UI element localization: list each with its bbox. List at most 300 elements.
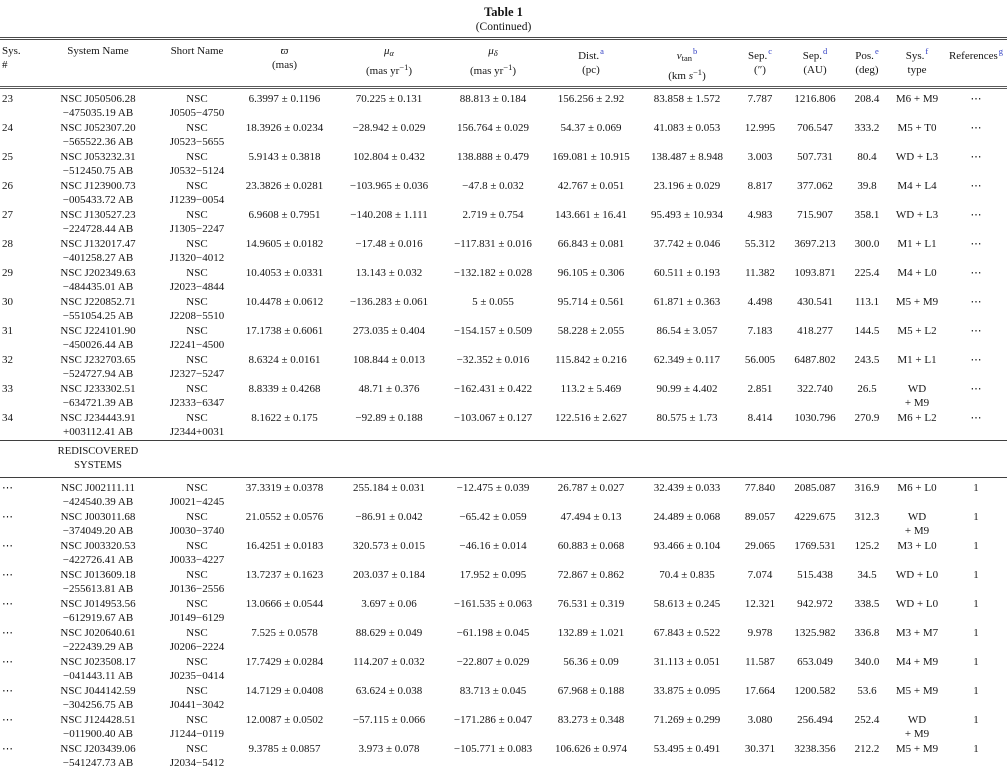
pm-dec-cell: −65.42 ± 0.059 xyxy=(443,510,543,539)
table-row xyxy=(0,295,1007,324)
sys-type-cell: M6 + L2 xyxy=(889,411,945,441)
table-row xyxy=(0,478,1007,511)
parallax-cell: 8.8339 ± 0.4268 xyxy=(234,382,335,411)
section-label-filler xyxy=(160,441,1007,478)
table-row xyxy=(0,510,1007,539)
pm-ra-cell: 88.629 ± 0.049 xyxy=(335,626,443,655)
pos-angle-cell: 270.9 xyxy=(845,411,889,441)
table-row xyxy=(0,684,1007,713)
sys-type-cell: M3 + M7 xyxy=(889,626,945,655)
sys-num-cell: ⋯ xyxy=(0,478,36,511)
pm-dec-cell: −22.807 ± 0.029 xyxy=(443,655,543,684)
distance-cell: 54.37 ± 0.069 xyxy=(543,121,639,150)
sys-type-cell: M5 + M9 xyxy=(889,684,945,713)
short-name-cell: NSC J2208−5510 xyxy=(160,295,234,324)
pos-angle-cell: 316.9 xyxy=(845,478,889,511)
references-cell: 1 xyxy=(945,626,1007,655)
col-header-distance: Dist.$^a$ (pc) xyxy=(543,40,639,88)
short-name-cell: NSC J0532−5124 xyxy=(160,150,234,179)
system-name-cell: NSC J202349.63 −484435.01 AB xyxy=(36,266,160,295)
table-row xyxy=(0,597,1007,626)
distance-cell: 96.105 ± 0.306 xyxy=(543,266,639,295)
references-cell: ⋯ xyxy=(945,411,1007,441)
sep-arcsec-cell: 3.003 xyxy=(735,150,785,179)
table-row xyxy=(0,568,1007,597)
references-cell: ⋯ xyxy=(945,88,1007,122)
distance-cell: 56.36 ± 0.09 xyxy=(543,655,639,684)
references-cell: 1 xyxy=(945,684,1007,713)
sep-au-cell: 6487.802 xyxy=(785,353,845,382)
sep-arcsec-cell: 89.057 xyxy=(735,510,785,539)
sys-type-cell: M5 + M9 xyxy=(889,742,945,771)
sys-num-cell: 34 xyxy=(0,411,36,441)
pos-angle-cell: 144.5 xyxy=(845,324,889,353)
sys-type-cell: M1 + L1 xyxy=(889,353,945,382)
short-name-cell: NSC J0149−6129 xyxy=(160,597,234,626)
sep-arcsec-cell: 8.817 xyxy=(735,179,785,208)
section-divider xyxy=(0,441,1007,478)
col-header-vtan: vtan$^b$ (km $s^{-1}$) xyxy=(639,40,735,88)
pm-dec-cell: −61.198 ± 0.045 xyxy=(443,626,543,655)
sep-arcsec-cell: 56.005 xyxy=(735,353,785,382)
pm-ra-cell: 3.973 ± 0.078 xyxy=(335,742,443,771)
sys-num-cell: 29 xyxy=(0,266,36,295)
pos-angle-cell: 225.4 xyxy=(845,266,889,295)
parallax-cell: 16.4251 ± 0.0183 xyxy=(234,539,335,568)
vtan-cell: 90.99 ± 4.402 xyxy=(639,382,735,411)
references-cell: 1 xyxy=(945,713,1007,742)
sys-type-cell: M5 + M9 xyxy=(889,295,945,324)
distance-cell: 26.787 ± 0.027 xyxy=(543,478,639,511)
footnote-mark-g: g xyxy=(999,46,1003,56)
pm-dec-cell: −154.157 ± 0.509 xyxy=(443,324,543,353)
sys-num-cell: 33 xyxy=(0,382,36,411)
pm-dec-cell: 5 ± 0.055 xyxy=(443,295,543,324)
vtan-cell: 24.489 ± 0.068 xyxy=(639,510,735,539)
distance-cell: 58.228 ± 2.055 xyxy=(543,324,639,353)
pm-ra-cell: −140.208 ± 1.111 xyxy=(335,208,443,237)
data-table xyxy=(0,40,1007,771)
references-cell: ⋯ xyxy=(945,382,1007,411)
references-cell: ⋯ xyxy=(945,208,1007,237)
references-cell: ⋯ xyxy=(945,237,1007,266)
sep-arcsec-cell: 77.840 xyxy=(735,478,785,511)
pos-angle-cell: 39.8 xyxy=(845,179,889,208)
pm-ra-cell: −28.942 ± 0.029 xyxy=(335,121,443,150)
table-row xyxy=(0,237,1007,266)
pos-angle-cell: 80.4 xyxy=(845,150,889,179)
system-name-cell: NSC J053232.31 −512450.75 AB xyxy=(36,150,160,179)
sys-num-cell: 24 xyxy=(0,121,36,150)
references-cell: 1 xyxy=(945,510,1007,539)
vtan-cell: 37.742 ± 0.046 xyxy=(639,237,735,266)
table-row xyxy=(0,411,1007,441)
pm-dec-cell: −117.831 ± 0.016 xyxy=(443,237,543,266)
pm-ra-cell: 3.697 ± 0.06 xyxy=(335,597,443,626)
vtan-cell: 93.466 ± 0.104 xyxy=(639,539,735,568)
parallax-cell: 17.1738 ± 0.6061 xyxy=(234,324,335,353)
references-cell: 1 xyxy=(945,539,1007,568)
parallax-cell: 6.3997 ± 0.1196 xyxy=(234,88,335,122)
parallax-cell: 12.0087 ± 0.0502 xyxy=(234,713,335,742)
pm-ra-cell: 70.225 ± 0.131 xyxy=(335,88,443,122)
sep-au-cell: 653.049 xyxy=(785,655,845,684)
sys-num-cell: ⋯ xyxy=(0,684,36,713)
parallax-cell: 13.7237 ± 0.1623 xyxy=(234,568,335,597)
pm-ra-cell: −86.91 ± 0.042 xyxy=(335,510,443,539)
pm-dec-cell: 83.713 ± 0.045 xyxy=(443,684,543,713)
distance-cell: 60.883 ± 0.068 xyxy=(543,539,639,568)
distance-cell: 132.89 ± 1.021 xyxy=(543,626,639,655)
sep-au-cell: 715.907 xyxy=(785,208,845,237)
system-name-cell: NSC J050506.28 −475035.19 AB xyxy=(36,88,160,122)
sep-arcsec-cell: 4.498 xyxy=(735,295,785,324)
references-cell: ⋯ xyxy=(945,353,1007,382)
vtan-cell: 70.4 ± 0.835 xyxy=(639,568,735,597)
footnote-mark-c: c xyxy=(768,46,772,56)
short-name-cell: NSC J2333−6347 xyxy=(160,382,234,411)
short-name-cell: NSC J0441−3042 xyxy=(160,684,234,713)
sep-au-cell: 942.972 xyxy=(785,597,845,626)
system-name-cell: NSC J124428.51 −011900.40 AB xyxy=(36,713,160,742)
sep-au-cell: 1093.871 xyxy=(785,266,845,295)
sep-au-cell: 2085.087 xyxy=(785,478,845,511)
sep-arcsec-cell: 3.080 xyxy=(735,713,785,742)
sep-au-cell: 1200.582 xyxy=(785,684,845,713)
pm-dec-cell: 2.719 ± 0.754 xyxy=(443,208,543,237)
system-name-cell: NSC J003011.68 −374049.20 AB xyxy=(36,510,160,539)
short-name-cell: NSC J0021−4245 xyxy=(160,478,234,511)
distance-cell: 169.081 ± 10.915 xyxy=(543,150,639,179)
pm-dec-cell: −103.067 ± 0.127 xyxy=(443,411,543,441)
table-caption xyxy=(0,0,1007,34)
sys-type-cell: WD + L3 xyxy=(889,208,945,237)
distance-cell: 122.516 ± 2.627 xyxy=(543,411,639,441)
sep-au-cell: 1030.796 xyxy=(785,411,845,441)
sep-arcsec-cell: 2.851 xyxy=(735,382,785,411)
distance-cell: 83.273 ± 0.348 xyxy=(543,713,639,742)
pos-angle-cell: 34.5 xyxy=(845,568,889,597)
col-header-pos-angle: Pos.$^e$ (deg) xyxy=(845,40,889,88)
pm-ra-cell: −103.965 ± 0.036 xyxy=(335,179,443,208)
sys-num-cell: 26 xyxy=(0,179,36,208)
parallax-cell: 9.3785 ± 0.0857 xyxy=(234,742,335,771)
short-name-cell: NSC J2023−4844 xyxy=(160,266,234,295)
col-header-sys-num: Sys. # xyxy=(0,40,36,88)
short-name-cell: NSC J0136−2556 xyxy=(160,568,234,597)
short-name-cell: NSC J0523−5655 xyxy=(160,121,234,150)
sep-au-cell: 430.541 xyxy=(785,295,845,324)
system-name-cell: NSC J203439.06 −541247.73 AB xyxy=(36,742,160,771)
col-header-system-name: System Name xyxy=(36,40,160,88)
references-cell: ⋯ xyxy=(945,324,1007,353)
table-row xyxy=(0,539,1007,568)
sys-num-cell: 27 xyxy=(0,208,36,237)
distance-cell: 76.531 ± 0.319 xyxy=(543,597,639,626)
col-header-parallax: ϖ (mas) xyxy=(234,40,335,88)
col-header-references: References$^g$ xyxy=(945,40,1007,88)
sys-num-cell: 32 xyxy=(0,353,36,382)
vtan-cell: 138.487 ± 8.948 xyxy=(639,150,735,179)
table-row xyxy=(0,353,1007,382)
references-cell: ⋯ xyxy=(945,266,1007,295)
footnote-mark-e: e xyxy=(875,46,879,56)
sys-num-cell: 23 xyxy=(0,88,36,122)
pos-angle-cell: 243.5 xyxy=(845,353,889,382)
pos-angle-cell: 333.2 xyxy=(845,121,889,150)
system-name-cell: NSC J234443.91 +003112.41 AB xyxy=(36,411,160,441)
short-name-cell: NSC J2034−5412 xyxy=(160,742,234,771)
vtan-cell: 58.613 ± 0.245 xyxy=(639,597,735,626)
vtan-cell: 67.843 ± 0.522 xyxy=(639,626,735,655)
vtan-cell: 31.113 ± 0.051 xyxy=(639,655,735,684)
sep-au-cell: 377.062 xyxy=(785,179,845,208)
references-cell: 1 xyxy=(945,568,1007,597)
distance-cell: 95.714 ± 0.561 xyxy=(543,295,639,324)
pos-angle-cell: 338.5 xyxy=(845,597,889,626)
sep-arcsec-cell: 12.995 xyxy=(735,121,785,150)
pos-angle-cell: 340.0 xyxy=(845,655,889,684)
sep-arcsec-cell: 30.371 xyxy=(735,742,785,771)
pm-ra-cell: −17.48 ± 0.016 xyxy=(335,237,443,266)
parallax-cell: 5.9143 ± 0.3818 xyxy=(234,150,335,179)
pm-ra-cell: 102.804 ± 0.432 xyxy=(335,150,443,179)
parallax-cell: 23.3826 ± 0.0281 xyxy=(234,179,335,208)
system-name-cell: NSC J003320.53 −422726.41 AB xyxy=(36,539,160,568)
sep-arcsec-cell: 7.183 xyxy=(735,324,785,353)
parallax-cell: 8.1622 ± 0.175 xyxy=(234,411,335,441)
sys-type-cell: WD + M9 xyxy=(889,713,945,742)
sep-au-cell: 1325.982 xyxy=(785,626,845,655)
section-label-spacer xyxy=(0,441,36,478)
vtan-cell: 41.083 ± 0.053 xyxy=(639,121,735,150)
system-name-cell: NSC J232703.65 −524727.94 AB xyxy=(36,353,160,382)
col-header-short-name: Short Name xyxy=(160,40,234,88)
distance-cell: 66.843 ± 0.081 xyxy=(543,237,639,266)
sep-au-cell: 4229.675 xyxy=(785,510,845,539)
pos-angle-cell: 53.6 xyxy=(845,684,889,713)
sys-num-cell: 30 xyxy=(0,295,36,324)
pm-ra-cell: −57.115 ± 0.066 xyxy=(335,713,443,742)
short-name-cell: NSC J2327−5247 xyxy=(160,353,234,382)
pm-ra-cell: 114.207 ± 0.032 xyxy=(335,655,443,684)
vtan-cell: 60.511 ± 0.193 xyxy=(639,266,735,295)
table-title: Table 1 xyxy=(0,5,1007,20)
pos-angle-cell: 300.0 xyxy=(845,237,889,266)
pos-angle-cell: 26.5 xyxy=(845,382,889,411)
references-cell: 1 xyxy=(945,655,1007,684)
sys-num-cell: 25 xyxy=(0,150,36,179)
vtan-cell: 71.269 ± 0.299 xyxy=(639,713,735,742)
sys-type-cell: M6 + M9 xyxy=(889,88,945,122)
table-row xyxy=(0,208,1007,237)
system-name-cell: NSC J123900.73 −005433.72 AB xyxy=(36,179,160,208)
table-subtitle: (Continued) xyxy=(0,20,1007,34)
vtan-cell: 95.493 ± 10.934 xyxy=(639,208,735,237)
system-name-cell: NSC J052307.20 −565522.36 AB xyxy=(36,121,160,150)
footnote-mark-b: b xyxy=(693,46,697,56)
pm-dec-cell: −105.771 ± 0.083 xyxy=(443,742,543,771)
sep-arcsec-cell: 12.321 xyxy=(735,597,785,626)
sys-type-cell: M5 + L2 xyxy=(889,324,945,353)
sys-type-cell: WD + L0 xyxy=(889,597,945,626)
pm-dec-cell: −46.16 ± 0.014 xyxy=(443,539,543,568)
vtan-cell: 32.439 ± 0.033 xyxy=(639,478,735,511)
sep-au-cell: 418.277 xyxy=(785,324,845,353)
pos-angle-cell: 125.2 xyxy=(845,539,889,568)
pm-ra-cell: 63.624 ± 0.038 xyxy=(335,684,443,713)
pm-ra-cell: −92.89 ± 0.188 xyxy=(335,411,443,441)
sep-arcsec-cell: 55.312 xyxy=(735,237,785,266)
table-row xyxy=(0,655,1007,684)
pm-ra-cell: 320.573 ± 0.015 xyxy=(335,539,443,568)
parallax-cell: 14.7129 ± 0.0408 xyxy=(234,684,335,713)
sep-au-cell: 3697.213 xyxy=(785,237,845,266)
pm-ra-cell: −136.283 ± 0.061 xyxy=(335,295,443,324)
references-cell: ⋯ xyxy=(945,150,1007,179)
distance-cell: 47.494 ± 0.13 xyxy=(543,510,639,539)
section-label: REDISCOVERED SYSTEMS xyxy=(36,441,160,478)
parallax-cell: 21.0552 ± 0.0576 xyxy=(234,510,335,539)
system-name-cell: NSC J013609.18 −255613.81 AB xyxy=(36,568,160,597)
sep-arcsec-cell: 8.414 xyxy=(735,411,785,441)
footnote-mark-a: a xyxy=(600,46,604,56)
sys-num-cell: ⋯ xyxy=(0,655,36,684)
short-name-cell: NSC J0033−4227 xyxy=(160,539,234,568)
pm-dec-cell: 156.764 ± 0.029 xyxy=(443,121,543,150)
short-name-cell: NSC J2241−4500 xyxy=(160,324,234,353)
system-name-cell: NSC J233302.51 −634721.39 AB xyxy=(36,382,160,411)
parallax-cell: 10.4478 ± 0.0612 xyxy=(234,295,335,324)
short-name-cell: NSC J1239−0054 xyxy=(160,179,234,208)
sys-type-cell: M4 + L0 xyxy=(889,266,945,295)
pm-dec-cell: −162.431 ± 0.422 xyxy=(443,382,543,411)
short-name-cell: NSC J1305−2247 xyxy=(160,208,234,237)
parallax-cell: 8.6324 ± 0.0161 xyxy=(234,353,335,382)
sys-num-cell: ⋯ xyxy=(0,713,36,742)
sep-arcsec-cell: 11.382 xyxy=(735,266,785,295)
vtan-cell: 83.858 ± 1.572 xyxy=(639,88,735,122)
pos-angle-cell: 358.1 xyxy=(845,208,889,237)
sep-au-cell: 1216.806 xyxy=(785,88,845,122)
table-row xyxy=(0,382,1007,411)
col-header-pm-ra: μα (mas $yr^{-1}$) xyxy=(335,40,443,88)
system-name-cell: NSC J044142.59 −304256.75 AB xyxy=(36,684,160,713)
system-name-cell: NSC J002111.11 −424540.39 AB xyxy=(36,478,160,511)
col-header-sep-au: Sep.$^d$ (AU) xyxy=(785,40,845,88)
pos-angle-cell: 252.4 xyxy=(845,713,889,742)
pos-angle-cell: 212.2 xyxy=(845,742,889,771)
pos-angle-cell: 312.3 xyxy=(845,510,889,539)
sys-type-cell: M4 + L4 xyxy=(889,179,945,208)
pm-dec-cell: −47.8 ± 0.032 xyxy=(443,179,543,208)
pm-dec-cell: 88.813 ± 0.184 xyxy=(443,88,543,122)
references-cell: 1 xyxy=(945,597,1007,626)
vtan-cell: 33.875 ± 0.095 xyxy=(639,684,735,713)
short-name-cell: NSC J1320−4012 xyxy=(160,237,234,266)
short-name-cell: NSC J0030−3740 xyxy=(160,510,234,539)
distance-cell: 113.2 ± 5.469 xyxy=(543,382,639,411)
pm-dec-cell: −171.286 ± 0.047 xyxy=(443,713,543,742)
pm-dec-cell: −12.475 ± 0.039 xyxy=(443,478,543,511)
sep-au-cell: 507.731 xyxy=(785,150,845,179)
sep-au-cell: 515.438 xyxy=(785,568,845,597)
sep-au-cell: 3238.356 xyxy=(785,742,845,771)
references-cell: 1 xyxy=(945,742,1007,771)
parallax-cell: 17.7429 ± 0.0284 xyxy=(234,655,335,684)
table-row xyxy=(0,150,1007,179)
sep-arcsec-cell: 7.787 xyxy=(735,88,785,122)
sys-num-cell: ⋯ xyxy=(0,626,36,655)
vtan-cell: 53.495 ± 0.491 xyxy=(639,742,735,771)
vtan-cell: 86.54 ± 3.057 xyxy=(639,324,735,353)
short-name-cell: NSC J1244−0119 xyxy=(160,713,234,742)
sys-type-cell: WD + M9 xyxy=(889,510,945,539)
table-row xyxy=(0,121,1007,150)
sys-type-cell: WD + M9 xyxy=(889,382,945,411)
distance-cell: 67.968 ± 0.188 xyxy=(543,684,639,713)
sys-type-cell: M1 + L1 xyxy=(889,237,945,266)
pm-ra-cell: 108.844 ± 0.013 xyxy=(335,353,443,382)
table-row xyxy=(0,179,1007,208)
distance-cell: 115.842 ± 0.216 xyxy=(543,353,639,382)
sys-num-cell: ⋯ xyxy=(0,742,36,771)
table-row xyxy=(0,88,1007,122)
col-header-sep-arcsec: Sep.$^c$ (″) xyxy=(735,40,785,88)
parallax-cell: 37.3319 ± 0.0378 xyxy=(234,478,335,511)
parallax-cell: 10.4053 ± 0.0331 xyxy=(234,266,335,295)
sys-num-cell: ⋯ xyxy=(0,597,36,626)
sys-type-cell: WD + L3 xyxy=(889,150,945,179)
system-name-cell: NSC J130527.23 −224728.44 AB xyxy=(36,208,160,237)
parallax-cell: 7.525 ± 0.0578 xyxy=(234,626,335,655)
pm-ra-cell: 273.035 ± 0.404 xyxy=(335,324,443,353)
sep-au-cell: 1769.531 xyxy=(785,539,845,568)
sep-au-cell: 322.740 xyxy=(785,382,845,411)
sys-num-cell: ⋯ xyxy=(0,539,36,568)
sys-type-cell: M6 + L0 xyxy=(889,478,945,511)
sep-arcsec-cell: 4.983 xyxy=(735,208,785,237)
distance-cell: 143.661 ± 16.41 xyxy=(543,208,639,237)
parallax-cell: 18.3926 ± 0.0234 xyxy=(234,121,335,150)
footnote-mark-d: d xyxy=(823,46,827,56)
rediscovered-systems-section xyxy=(0,478,1007,771)
pm-ra-cell: 203.037 ± 0.184 xyxy=(335,568,443,597)
system-name-cell: NSC J132017.47 −401258.27 AB xyxy=(36,237,160,266)
pm-dec-cell: −132.182 ± 0.028 xyxy=(443,266,543,295)
system-name-cell: NSC J014953.56 −612919.67 AB xyxy=(36,597,160,626)
references-cell: ⋯ xyxy=(945,121,1007,150)
pm-dec-cell: 17.952 ± 0.095 xyxy=(443,568,543,597)
pos-angle-cell: 336.8 xyxy=(845,626,889,655)
sep-arcsec-cell: 11.587 xyxy=(735,655,785,684)
distance-cell: 72.867 ± 0.862 xyxy=(543,568,639,597)
short-name-cell: NSC J2344+0031 xyxy=(160,411,234,441)
numbered-systems-section xyxy=(0,88,1007,441)
sys-num-cell: 28 xyxy=(0,237,36,266)
references-cell: 1 xyxy=(945,478,1007,511)
parallax-cell: 6.9608 ± 0.7951 xyxy=(234,208,335,237)
vtan-cell: 61.871 ± 0.363 xyxy=(639,295,735,324)
pos-angle-cell: 208.4 xyxy=(845,88,889,122)
vtan-cell: 62.349 ± 0.117 xyxy=(639,353,735,382)
short-name-cell: NSC J0206−2224 xyxy=(160,626,234,655)
system-name-cell: NSC J020640.61 −222439.29 AB xyxy=(36,626,160,655)
col-header-sys-type: Sys.$^f$ type xyxy=(889,40,945,88)
system-name-cell: NSC J220852.71 −551054.25 AB xyxy=(36,295,160,324)
references-cell: ⋯ xyxy=(945,295,1007,324)
pm-dec-cell: −161.535 ± 0.063 xyxy=(443,597,543,626)
